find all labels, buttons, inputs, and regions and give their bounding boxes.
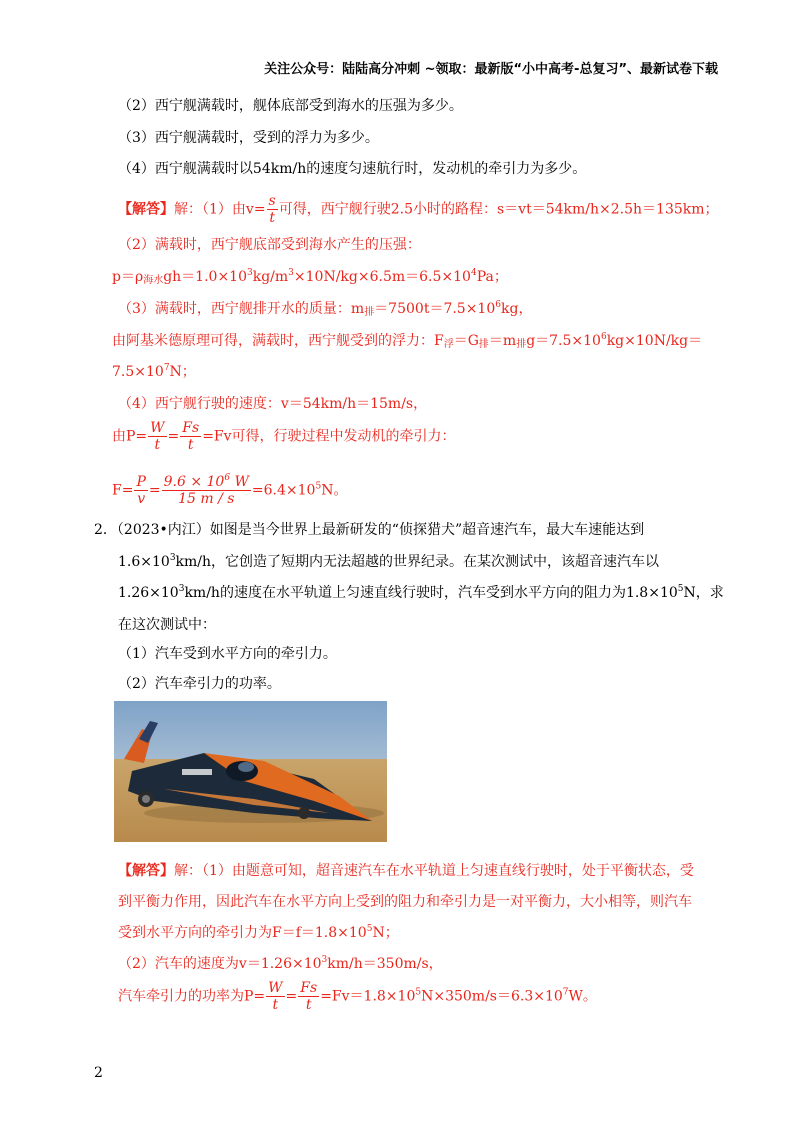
question-number: 2． bbox=[94, 522, 117, 538]
supersonic-car-photo bbox=[114, 701, 387, 842]
answer1-line1: 【解答】解：（1）由v= $\frac{s}{t}$ 可得，西宁舰行驶2.5小时的路程：s＝vt＝54km/h×2.5h＝135km； bbox=[118, 193, 719, 226]
answer1-line7: （4）西宁舰行驶的速度：v＝54km/h＝15m/s， bbox=[118, 396, 428, 412]
page-number: 2 bbox=[94, 1065, 103, 1081]
fraction-w-over-t: $\frac{W}{t}$ bbox=[150, 420, 165, 453]
fraction-p-over-v: $\frac{P}{v}$ bbox=[136, 474, 146, 507]
question2-part-2: （2）汽车牵引力的功率。 bbox=[118, 676, 281, 692]
page-header: 关注公众号：陆陆高分冲刺 ~领取：最新版“小中高考-总复习”、最新试卷下载 bbox=[264, 62, 718, 77]
answer2-line2: 到平衡力作用，因此汽车在水平方向上受到的阻力和牵引力是一对平衡力，大小相等，则汽车 bbox=[118, 894, 692, 910]
answer2-line1: 【解答】解：（1）由题意可知，超音速汽车在水平轨道上匀速直线行驶时，处于平衡状态，受 bbox=[118, 863, 694, 879]
fraction-power-over-speed: $\frac{9.6 \times 10^6 W}{15 m / s}$ bbox=[163, 473, 249, 507]
answer1-line6: $7.5\times 10^7N$； bbox=[112, 363, 196, 380]
fraction-s-over-t: $\frac{s}{t}$ bbox=[268, 193, 276, 226]
answer2-line4: （2）汽车的速度为$v=1.26\times 10^3km/h=350m/s$， bbox=[118, 955, 443, 972]
question2-part-1: （1）汽车受到水平方向的牵引力。 bbox=[118, 646, 337, 662]
answer1-line5: 由阿基米德原理可得，满载时，西宁舰受到的浮力：$F_浮=G_排=m_排g=7.5\times 10^6kg\times 10N/kg=$ bbox=[112, 332, 703, 350]
question2-line3: $1.26\times 10^3km/h$的速度在水平轨道上匀速直线行驶时，汽车受到水平方向的阻力为$1.8\times 10^5N$，求 bbox=[118, 584, 724, 601]
q1-part-4: （4）西宁舰满载时以54km/h的速度匀速航行时，发动机的牵引力为多少。 bbox=[118, 161, 587, 177]
answer-tag: 【解答】 bbox=[118, 863, 174, 879]
answer1-line8: 由P= $\frac{W}{t}$ = $\frac{Fs}{t}$ =Fv可得，行驶过程中发动机的牵引力： bbox=[112, 420, 456, 453]
fraction-fs-over-t: $\frac{Fs}{t}$ bbox=[300, 980, 318, 1013]
answer1-line9: F= $\frac{P}{v}$ = $\frac{9.6 \times 10^6 W}{15 m / s}$ $=6.4\times 10^5N$。 bbox=[112, 473, 348, 507]
question2-line4: 在这次测试中： bbox=[118, 617, 216, 633]
fraction-fs-over-t: $\frac{Fs}{t}$ bbox=[182, 420, 200, 453]
answer1-line2: （2）满载时，西宁舰底部受到海水产生的压强： bbox=[118, 237, 421, 253]
answer2-line5: 汽车牵引力的功率为P= $\frac{W}{t}$ = $\frac{Fs}{t}$ $=Fv=1.8\times 10^5N\times 350m/s=6.3\times 10^7W$。 bbox=[118, 980, 597, 1013]
answer-tag: 【解答】 bbox=[118, 201, 174, 218]
question2-line2: $1.6\times 10^3km/h$，它创造了短期内无法超越的世界纪录。在某次测试中，该超音速汽车以 bbox=[118, 553, 660, 570]
answer2-line3: 受到水平方向的牵引力为$F=f=1.8\times 10^5N$； bbox=[118, 924, 399, 941]
fraction-w-over-t: $\frac{W}{t}$ bbox=[268, 980, 283, 1013]
q1-part-2: （2）西宁舰满载时，舰体底部受到海水的压强为多少。 bbox=[118, 98, 463, 114]
answer1-line4: （3）满载时，西宁舰排开水的质量：$m_排=7500t=7.5\times 10^6kg$， bbox=[118, 300, 533, 318]
q1-part-3: （3）西宁舰满载时，受到的浮力为多少。 bbox=[118, 130, 379, 146]
question2-line1: 2．（2023•内江）如图是当今世界上最新研发的“侦探猎犬”超音速汽车，最大车速能达到 bbox=[94, 522, 645, 538]
answer1-line3: $p=\rho_{海水}gh=1.0\times 10^3kg/m^3\times 10N/kg\times 6.5m=6.5\times 10^4Pa$； bbox=[112, 268, 508, 286]
